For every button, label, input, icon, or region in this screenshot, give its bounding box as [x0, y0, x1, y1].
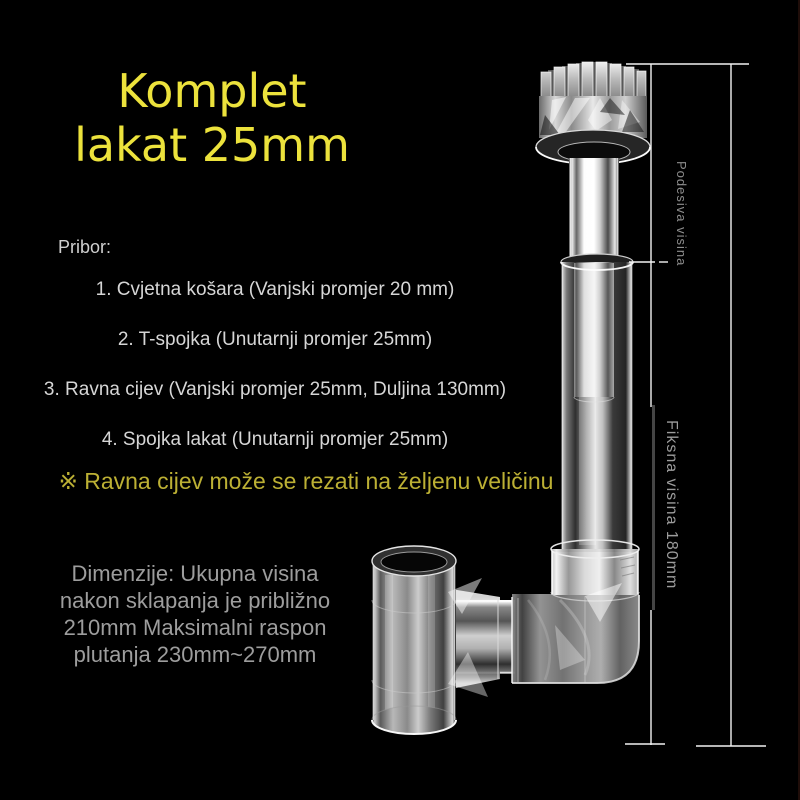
flower-basket	[536, 62, 650, 164]
title-line2: lakat 25mm	[74, 118, 350, 172]
parts-list	[5, 279, 545, 479]
dimensions-line1: Dimenzije: Ukupna visina	[71, 561, 319, 586]
title-line1: Komplet	[117, 64, 307, 118]
list-item: 2. T-spojka (Unutarnji promjer 25mm)	[117, 329, 433, 350]
page-title	[0, 64, 424, 172]
parts-heading: Pribor:	[58, 237, 112, 257]
list-item: 1. Cvjetna košara (Vanjski promjer 20 mm)	[95, 279, 455, 300]
dimensions-text	[30, 560, 360, 668]
list-item: 4. Spojka lakat (Unutarnji promjer 25mm)	[101, 429, 449, 450]
elbow-joint	[512, 540, 639, 683]
t-joint	[372, 546, 500, 734]
dimension-lines	[625, 64, 766, 746]
dimensions-line3: 210mm Maksimalni raspon	[63, 615, 327, 640]
cut-to-size-note: ※ Ravna cijev može se rezati na željenu veličinu	[58, 468, 554, 494]
dimensions-line4: plutanja 230mm~270mm	[73, 642, 317, 667]
fixed-height-label: Fiksna visina 180mm	[663, 420, 680, 590]
straight-pipe	[561, 254, 633, 549]
inner-pipe	[569, 158, 619, 264]
dimensions-line2: nakon sklapanja je približno	[59, 588, 331, 613]
list-item: 3. Ravna cijev (Vanjski promjer 25mm, Duljina 130mm)	[43, 379, 507, 400]
adjustable-height-label: Podesiva visina	[674, 161, 689, 267]
